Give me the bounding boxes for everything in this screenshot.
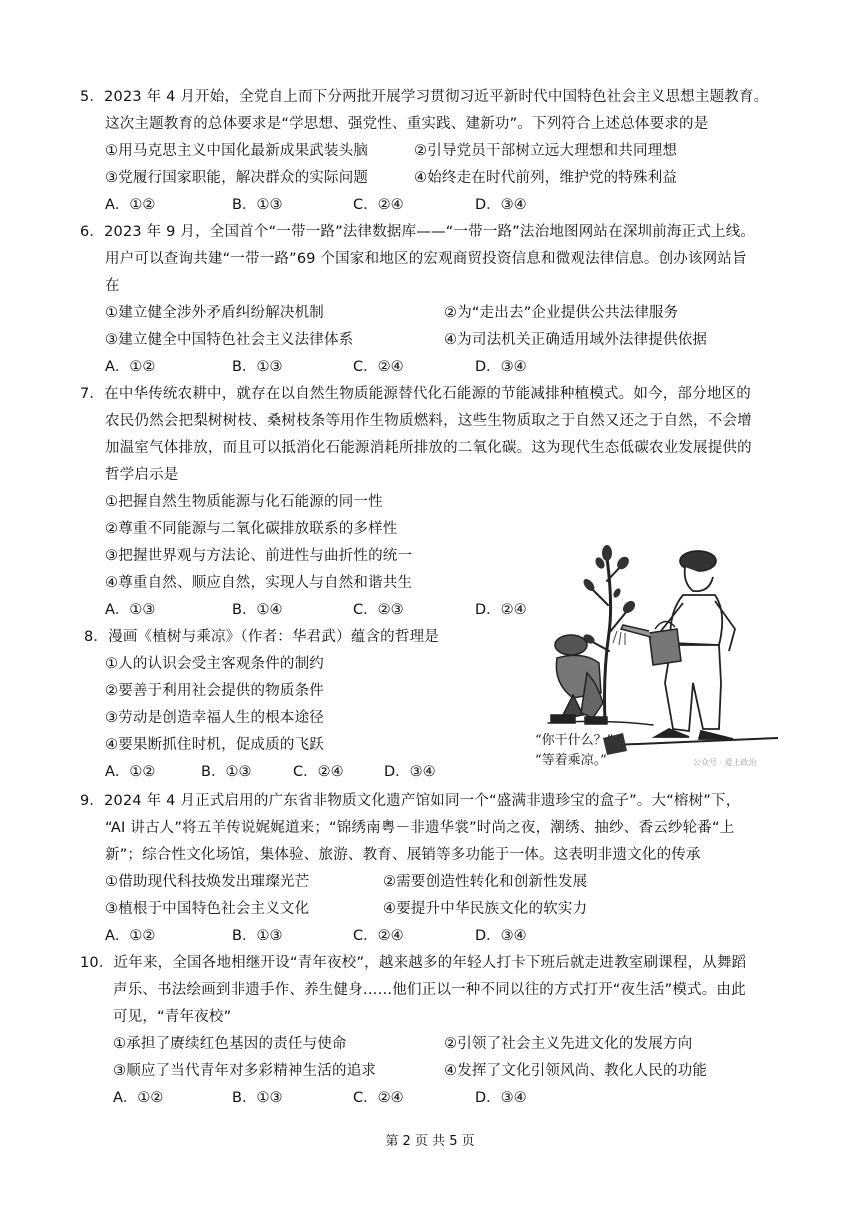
- choice-b: B．①③: [232, 197, 283, 213]
- choice-a: A．①②: [105, 359, 156, 375]
- choice-d: D．③④: [475, 928, 527, 944]
- page-footer: 第 2 页 共 5 页: [385, 1134, 475, 1149]
- statement-item: ④为司法机关正确适用域外法律提供依据: [444, 332, 708, 348]
- statement-item: ①建立健全涉外矛盾纠纷解决机制: [105, 305, 324, 321]
- statement-item: ②引导党员干部树立远大理想和共同理想: [414, 143, 678, 159]
- statement-item: ②要善于利用社会提供的物质条件: [105, 683, 324, 699]
- choice-c: C．②④: [353, 1090, 404, 1106]
- statement-item: ④始终走在时代前列，维护党的特殊利益: [414, 170, 678, 186]
- statement-item: ④要果断抓住时机，促成质的飞跃: [105, 737, 324, 753]
- statement-item: ①人的认识会受主客观条件的制约: [105, 656, 324, 672]
- cartoon-planting-trees: [535, 533, 793, 778]
- choice-b: B．①③: [232, 928, 283, 944]
- choice-c: C．②④: [353, 928, 404, 944]
- question-text-line: 哲学启示是: [105, 467, 179, 483]
- choice-d: D．②④: [475, 602, 527, 618]
- question-text-line: 声乐、书法绘画到非遗手作、养生健身……他们正以一种不同以往的方式打开“夜生活”模式。由此: [113, 982, 746, 998]
- choice-d: D．③④: [475, 359, 527, 375]
- question-text-line: “AI 讲古人”将五羊传说娓娓道来；“锦绣南粤－非遗华裳”时尚之夜，潮绣、抽纱、香云纱轮番“上: [105, 820, 735, 836]
- statement-item: ①用马克思主义中国化最新成果武装头脑: [105, 143, 369, 159]
- question-text-line: 5．2023 年 4 月开始，全党自上而下分两批开展学习贯彻习近平新时代中国特色社会主义思想主题教育。: [80, 89, 769, 105]
- caption-line-1: “你干什么？”: [535, 733, 614, 748]
- statement-item: ②为“走出去”企业提供公共法律服务: [444, 305, 679, 321]
- choice-a: A．①②: [105, 928, 156, 944]
- question-text-line: 新”；综合性文化场馆，集体验、旅游、教育、展销等多功能于一体。这表明非遗文化的传承: [105, 847, 701, 863]
- choice-a: A．①②: [105, 197, 156, 213]
- choice-c: C．②④: [353, 359, 404, 375]
- choice-a: A．①②: [105, 764, 156, 780]
- question-text-line: 9．2024 年 4 月正式启用的广东省非物质文化遗产馆如同一个“盛满非遗珍宝的盒子”。大“榕树”下，: [80, 793, 741, 809]
- statement-item: ①把握自然生物质能源与化石能源的同一性: [105, 494, 383, 510]
- cartoon-caption: [535, 731, 613, 771]
- statement-item: ③党履行国家职能，解决群众的实际问题: [105, 170, 369, 186]
- choice-a: A．①③: [105, 602, 156, 618]
- question-text-line: 10．近年来，全国各地相继开设“青年夜校”，越来越多的年轻人打卡下班后就走进教室刷课程，从舞蹈: [80, 955, 747, 971]
- statement-item: ③顺应了当代青年对多彩精神生活的追求: [113, 1063, 377, 1079]
- question-text-line: 加温室气体排放，而且可以抵消化石能源消耗所排放的二氧化碳。这为现代生态低碳农业发展提供的: [105, 440, 752, 456]
- statement-item: ③把握世界观与方法论、前进性与曲折性的统一: [105, 548, 413, 564]
- choice-d: D．③④: [475, 197, 527, 213]
- statement-item: ②尊重不同能源与二氧化碳排放联系的多样性: [105, 521, 398, 537]
- question-text-line: 这次主题教育的总体要求是“学思想、强党性、重实践、建新功”。下列符合上述总体要求的是: [105, 116, 709, 132]
- question-text-line: 在: [105, 278, 120, 294]
- statement-item: ②引领了社会主义先进文化的发展方向: [444, 1036, 693, 1052]
- statement-item: ④要提升中华民族文化的软实力: [383, 901, 588, 917]
- choice-d: D．③④: [475, 1090, 527, 1106]
- statement-item: ②需要创造性转化和创新性发展: [383, 874, 588, 890]
- question-text-line: 7．在中华传统农耕中，就存在以自然生物质能源替代化石能源的节能减排种植模式。如今，部分地区的: [80, 386, 751, 402]
- choice-d: D．③④: [384, 764, 436, 780]
- statement-item: ③建立健全中国特色社会主义法律体系: [105, 332, 354, 348]
- choice-b: B．①③: [201, 764, 252, 780]
- statement-item: ④尊重自然、顺应自然，实现人与自然和谐共生: [105, 575, 413, 591]
- statement-item: ③植根于中国特色社会主义文化: [105, 901, 310, 917]
- statement-item: ①承担了赓续红色基因的责任与使命: [113, 1036, 347, 1052]
- statement-item: ④发挥了文化引领风尚、教化人民的功能: [444, 1063, 708, 1079]
- choice-c: C．②③: [353, 602, 404, 618]
- watermark: 公众号 · 爱上政治: [693, 758, 757, 767]
- choice-c: C．②④: [293, 764, 344, 780]
- choice-a: A．①②: [113, 1090, 164, 1106]
- statement-item: ③劳动是创造幸福人生的根本途径: [105, 710, 324, 726]
- choice-b: B．①④: [232, 602, 283, 618]
- question-text-line: 农民仍然会把梨树树枝、桑树枝条等用作生物质燃料，这些生物质取之于自然又还之于自然，不会增: [105, 413, 752, 429]
- caption-line-2: “等着乘凉。”: [535, 753, 607, 768]
- statement-item: ①借助现代科技焕发出璀璨光芒: [105, 874, 310, 890]
- choice-b: B．①③: [232, 1090, 283, 1106]
- choice-c: C．②④: [353, 197, 404, 213]
- question-text-line: 可见，“青年夜校”: [113, 1009, 232, 1025]
- question-text-line: 6．2023 年 9 月，全国首个“一带一路”法律数据库——“一带一路”法治地图网站在深圳前海正式上线。: [80, 224, 756, 240]
- question-text-line: 用户可以查询共建“一带一路”69 个国家和地区的宏观商贸投资信息和微观法律信息。创办该网站旨: [105, 251, 747, 267]
- question-text-line: 8．漫画《植树与乘凉》（作者：华君武）蕴含的哲理是: [84, 629, 439, 645]
- choice-b: B．①③: [232, 359, 283, 375]
